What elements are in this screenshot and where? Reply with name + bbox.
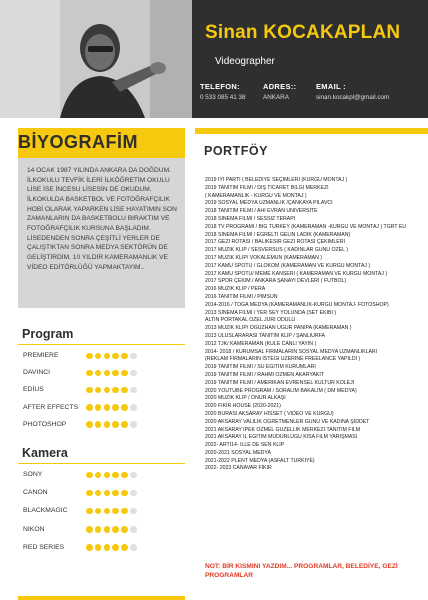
- rating-dot: [121, 544, 128, 551]
- left-bottom-bar: [18, 596, 185, 600]
- rating-dot: [95, 508, 102, 515]
- email-label: EMAIL :: [316, 82, 346, 91]
- rating-dot: [86, 490, 93, 497]
- skill-label: CANON: [23, 489, 48, 497]
- portfolio-item: 2013 MÜZİK KLİP/ OĞUZHAN UĞUR PANİPA (KAMERAMAN ): [205, 325, 352, 332]
- rating-dot: [112, 472, 119, 479]
- portfolio-item: 2018 TV PROGRAMI / BİG TURKEY (KAMERAMAN -KURGU VE MONTAJ ) TGRT EU: [205, 223, 407, 230]
- rating-dot: [130, 370, 137, 377]
- rating-dot: [86, 353, 93, 360]
- rating-dot: [86, 508, 93, 515]
- portfolio-item: 2019 TANITIM FİLMİ / DIŞ TİCARET BİLGİ MERKEZİ: [205, 184, 329, 191]
- rating-dot: [95, 490, 102, 497]
- rating-dot: [86, 544, 93, 551]
- skill-label: EDİUS: [23, 386, 44, 394]
- rating-dot: [95, 387, 102, 394]
- skill-rating: [86, 508, 137, 515]
- portfolio-item: ( KAMERAMANLIK - KURGU VE MONTAJ ): [205, 192, 307, 199]
- portfolio-item: 2017 KAMU SPOTU / GLOKOM (KAMERAMAN VE KURGU MONTAJ ): [205, 262, 371, 269]
- rating-dot: [130, 508, 137, 515]
- program-title: Program: [22, 327, 74, 341]
- rating-dot: [104, 421, 111, 428]
- rating-dot: [121, 404, 128, 411]
- portfolio-note: NOT: BİR KISMINI YAZDIM... PROGRAMLAR, BELEDİYE, GEZİ PROGRAMLAR: [205, 563, 398, 579]
- skill-label: SONY: [23, 471, 43, 478]
- rating-dot: [121, 526, 128, 533]
- rating-dot: [86, 472, 93, 479]
- rating-dot: [95, 404, 102, 411]
- portfolio-item: 2019 SOSYAL MEDYA UZMANLIK /ÇANKAYA PİLAVCI: [205, 200, 333, 207]
- rating-dot: [112, 421, 119, 428]
- left-panel: [18, 128, 185, 600]
- portfolio-item: 2017 SPOR ÇEKİM / ANKARA ŞANAYİ DEVLERİ ( FUTBOL): [205, 278, 347, 285]
- portfolio-item: 2017 MÜZİK KLİP/ VOKALEMUN (KAMERAMAN ): [205, 254, 323, 261]
- rating-dot: [86, 387, 93, 394]
- skill-label: DAVINCI: [23, 369, 51, 377]
- profile-photo: [0, 0, 192, 118]
- portfolio-item: 2013 ULUSLARARASI TANITIM KLİP / ŞANLIURFA: [205, 332, 325, 339]
- portfolio-item: 2016 MÜZİK KLİP / PERA: [205, 286, 266, 293]
- portfolio-title: PORTFÖY: [204, 144, 268, 158]
- rating-dot: [86, 404, 93, 411]
- bio-header: [18, 128, 185, 158]
- portfolio-item: 2020 AKSARAY VALİLİK ÖĞRETMENLER GÜNÜ VE KADINA ŞİDDET: [205, 418, 370, 425]
- rating-dot: [112, 353, 119, 360]
- person-name: Sinan KOCAKAPLAN: [205, 22, 401, 43]
- phone-value: 0 533 085 41 38: [200, 94, 246, 101]
- rating-dot: [95, 421, 102, 428]
- portfolio-item: 2018 TANITIM FİLMİ / AHİ EVRAN ÜNİVERSİTE: [205, 208, 318, 215]
- rating-dot: [112, 370, 119, 377]
- rating-dot: [130, 421, 137, 428]
- portfolio-item: ALTIN PORTAKAL ÖZEL JÜRİ ÖDÜLÜ: [205, 317, 296, 324]
- skill-label: PHOTOSHOP: [23, 420, 67, 428]
- skill-label: RED SERIES: [23, 543, 65, 551]
- rating-dot: [130, 490, 137, 497]
- portfolio-item: 2017 KAMU SPOTU/ MEME KANSERİ ( KAMERAMAN VE KURGU MONTAJ ): [205, 270, 388, 277]
- portfolio-item: 2014- 2018 / KURUMSAL FİRMALARIN SOSYAL MEDYA UZMANLIKLARI: [205, 348, 378, 355]
- portfolio-item: 2012 TJK/ KAMERAMAN (KULE CANLI YAYIN ): [205, 340, 317, 347]
- bio-box: [18, 158, 185, 308]
- portfolio-item: 2017 GEZİ ROTASI / BALIKESİR GEZİ ROTASI ÇEKİMLERİ: [205, 239, 345, 246]
- email-value: sinan.kocakpl@gmail.com: [316, 94, 390, 101]
- skill-rating: [86, 526, 137, 533]
- skill-label: BLACKMAGIC: [23, 507, 68, 515]
- skill-rating: [86, 421, 137, 428]
- portfolio-list: [205, 177, 427, 473]
- skill-label: AFTER EFFECTS: [23, 403, 79, 411]
- portfolio-item: 2019 TANITIM FİLMİ / SU EĞİTİM KURUMLARI: [205, 364, 316, 371]
- rating-dot: [104, 370, 111, 377]
- portfolio-item: 2020-2021 SOSYAL MEDYA: [205, 449, 271, 456]
- rating-dot: [104, 387, 111, 394]
- rating-dot: [112, 544, 119, 551]
- skill-rating: [86, 370, 137, 377]
- rating-dot: [104, 544, 111, 551]
- rating-dot: [95, 544, 102, 551]
- skill-rating: [86, 387, 137, 394]
- rating-dot: [95, 353, 102, 360]
- portfolio-item: 2013 SİNEMA FİLMİ / YER SEY YOLUNDA (SET EKİBİ ): [205, 309, 337, 316]
- rating-dot: [112, 490, 119, 497]
- rating-dot: [121, 421, 128, 428]
- rating-dot: [130, 404, 137, 411]
- portfolio-item: (REKLAM FİRMALARIN İSTEĞİ ÜZERİNE FREELANCE YAPILDI ): [205, 356, 361, 363]
- rating-dot: [121, 370, 128, 377]
- bio-title: BİYOGRAFİM: [18, 132, 138, 152]
- rating-dot: [104, 353, 111, 360]
- rating-dot: [112, 508, 119, 515]
- rating-dot: [86, 421, 93, 428]
- rating-dot: [95, 370, 102, 377]
- rating-dot: [130, 544, 137, 551]
- portfolio-item: 2020 FİKİR HOUSE (2020-2021): [205, 403, 281, 410]
- bio-text: 14 OCAK 1987 YILINDA ANKARA DA DOĞDUM. İLKOKULU TEVFİK İLERİ İLKÖĞRETİM OKULU LİSE İSE İNCESU LİSESİN DE OKUDUM. İLKOKULDA BASKETBOL VE FOTOĞRAFÇILIK HOBİ OLARAK YAPARKEN LİSE HAYATIMIN SON ZAMANLARIN DA BASKETBOLU BIRAKTIM VE FOTOĞRAFÇILIK KURSUNA BAŞLADIM. LİSEDENDEN SONRA ÇEŞİTLİ YERLER DE ÇALIŞTIKTAN SONRA MEDYA SEKTÖRÜN DE GELİŞTİRDİM. 10 YILDIR KAMERAMANLIK VE VİDEO EDİTÖRLÜĞÜ YAPMAKTAYIM..: [27, 167, 177, 271]
- camera-divider: [18, 463, 185, 464]
- portfolio-item: 2020 MÜZİK KLİP / ONUR ALKAŞI: [205, 395, 286, 402]
- portfolio-item: 2019 TANITIM FİLMİ / RAHMİ ÖZMEN AKARYAKIT: [205, 371, 324, 378]
- portfolio-item: 2017 MÜZİK KLİP / SESVERSUS ( KADINLAR GÜNÜ ÖZEL ): [205, 247, 348, 254]
- portfolio-item: 2022- 2023 CANAVAR FİKİR: [205, 465, 272, 472]
- phone-label: TELEFON:: [200, 82, 240, 91]
- address-value: ANKARA: [263, 94, 289, 101]
- rating-dot: [121, 472, 128, 479]
- portfolio-item: 2020 BURASI AKSARAY HİSSET ( VİDEO VE KURGU): [205, 410, 334, 417]
- skill-label: PREMIERE: [23, 352, 59, 359]
- rating-dot: [95, 472, 102, 479]
- portfolio-item: 2018 SİNEMA FİLMİ / EĞRELTİ GELİN LADİK (KAMERAMAN): [205, 231, 351, 238]
- rating-dot: [121, 508, 128, 515]
- rating-dot: [112, 526, 119, 533]
- portfolio-item: 2022- ARTI14- İLLE DE SEN KLİP: [205, 442, 285, 449]
- header: [0, 0, 428, 118]
- rating-dot: [121, 387, 128, 394]
- rating-dot: [104, 404, 111, 411]
- address-label: ADRES::: [263, 82, 297, 91]
- skill-rating: [86, 544, 137, 551]
- program-divider: [18, 344, 185, 345]
- portfolio-item: 2016 TANITIM FİLMİ / PİMSUN: [205, 293, 278, 300]
- portfolio-top-bar: [195, 128, 428, 134]
- rating-dot: [121, 353, 128, 360]
- rating-dot: [130, 526, 137, 533]
- rating-dot: [104, 472, 111, 479]
- rating-dot: [104, 526, 111, 533]
- portfolio-item: 2021 AKSARAY İPEK ÖZMEL GÜZELLİK MERKEZİ TANITIM FİLM: [205, 426, 361, 433]
- camera-title: Kamera: [22, 446, 68, 460]
- skill-label: NIKON: [23, 525, 45, 533]
- portfolio-item: 2018 SİNEMA FİLMİ / SESSİZ TERAPİ: [205, 215, 296, 222]
- rating-dot: [121, 490, 128, 497]
- portfolio-item: 2014-2016 / TOGA MEDYA (KAMERAMANLIK-KURGU MONTAJ- FOTOSHOP): [205, 301, 389, 308]
- rating-dot: [86, 526, 93, 533]
- portfolio-item: 2019 İYİ PARTİ ( BELEDİYE SEÇİMLERİ (KURGU MONTAJ ): [205, 177, 348, 183]
- rating-dot: [104, 490, 111, 497]
- skill-rating: [86, 472, 137, 479]
- portfolio-item: 2021-2022 PLENT MEDYA (ASFALT TÜRKİYE): [205, 457, 315, 464]
- right-panel: [195, 128, 428, 600]
- portfolio-item: 2021 AKSARAY İL EĞİTİM MÜDÜRLÜĞÜ KISA FİLM YARIŞMASI: [205, 434, 358, 441]
- portfolio-item: 2019 TANITIM FİLMİ / AMERİKAN EVRENSEL KÜLTÜR KOLEJİ: [205, 379, 355, 386]
- rating-dot: [130, 472, 137, 479]
- rating-dot: [112, 404, 119, 411]
- person-role: Videographer: [215, 56, 275, 67]
- skill-rating: [86, 404, 137, 411]
- rating-dot: [112, 387, 119, 394]
- rating-dot: [95, 526, 102, 533]
- skill-rating: [86, 353, 137, 360]
- rating-dot: [130, 353, 137, 360]
- rating-dot: [86, 370, 93, 377]
- portfolio-item: 2020 YOUTUBE PROGRAM / SORALIM BAKALIM ( DM MEDYA): [205, 387, 357, 394]
- rating-dot: [104, 508, 111, 515]
- rating-dot: [130, 387, 137, 394]
- skill-rating: [86, 490, 137, 497]
